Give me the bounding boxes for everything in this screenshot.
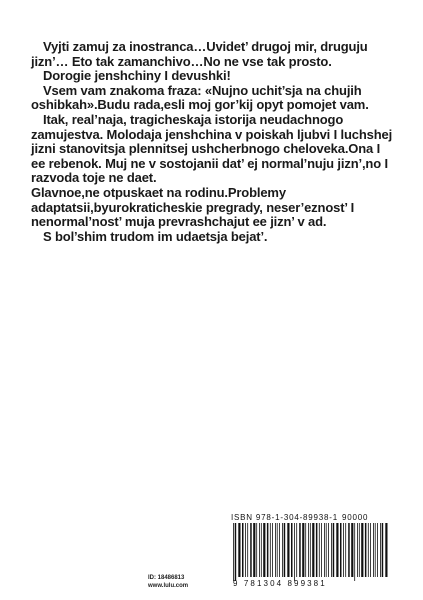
barcode-bar [319,523,320,577]
barcode-bar [282,523,283,577]
publisher-info [148,574,188,590]
price-code: 90000 [342,513,369,522]
barcode-bar [354,523,355,581]
publisher-site: www.lulu.com [148,583,189,589]
barcode-bar [256,523,257,577]
barcode-bar [294,523,295,581]
barcode-bar [277,523,278,577]
barcode-bar [357,523,358,577]
barcode-bar [373,523,374,577]
publisher-id: ID: 18486813 [148,575,185,581]
barcode-bar [261,523,262,577]
paragraph-greeting: Dorogie jenshchiny I devushki! [43,68,231,84]
barcode-bar [279,523,280,577]
barcode-bar [302,523,304,577]
barcode-bar [259,523,260,577]
barcode-bar [382,523,384,577]
barcode-bar [321,523,322,577]
barcode-bar [312,523,314,577]
barcode-bar [238,523,240,577]
barcode-bar [351,523,353,577]
back-cover-text [31,40,393,244]
barcode-bar [253,523,255,577]
barcode-bar [296,523,297,577]
barcode-bar [235,523,237,581]
barcode-bar [348,523,350,577]
barcode-bar [324,523,325,577]
barcode-bar [287,523,289,577]
barcode-bar [275,523,276,577]
paragraph-ending: S bol’shim trudom im udaetsja bejat’. [43,228,268,244]
paragraph-phrase: Vsem vam znakoma fraza: «Nujno uchit’sja na chujih oshibkah».Budu rada,esli moj gor’kij opyt pomojet vam. [31,82,369,113]
barcode-bar [263,523,265,577]
barcode-bar [359,523,360,577]
barcode-bar [267,523,269,577]
barcode-bar [368,523,369,577]
barcode-area [231,513,391,591]
barcode-bar [316,523,318,577]
barcode-bar [361,523,363,577]
paragraph-intro: Vyjti zamuj za inostranca…Uvidet’ drugoj mir, druguju jizn’… Eto tak zamanchivo…No ne vse tak prosto. [31,39,368,69]
barcode-bar [326,523,327,577]
barcode-bar [340,523,342,577]
barcode-bar [305,523,306,577]
barcode-bar [245,523,246,577]
barcode-bar [336,523,338,577]
paragraph-problems: Glavnoe,ne otpuskaet na rodinu.Problemy adaptatsii,byurokraticheskie pregrady, neser’eznost’ I nenormal’nost’ muja prevrashchajut ee jizn’ v ad. [31,184,355,230]
barcode-bar [380,523,381,577]
barcode-bar [250,523,252,577]
barcode-bar [331,523,332,577]
barcode-digits: 9 781304 899381 [233,579,327,588]
barcode-bar [242,523,244,577]
barcode-bar [365,523,367,577]
barcode-bar [375,523,376,577]
barcode-bar [291,523,293,577]
barcode-bar [333,523,335,577]
barcode-bar [345,523,346,577]
isbn-label: ISBN 978-1-304-89938-1 [231,513,338,522]
barcode-bar [299,523,301,577]
barcode-bar [343,523,344,577]
barcode-bar [247,523,248,577]
isbn-text [231,513,368,522]
paragraph-story: Itak, real’naja, tragicheskaja istorija neudachnogo zamujestva. Molodaja jenshchina v poiskah ljubvi I luchshej jizni stanovitsja plennitsej ushcherbnogo cheloveka.Ona I ee rebenok. Muj ne v sostojanii dat’ ej normal’nuju jizn’,no I razvoda toje ne daet. [31,111,393,186]
barcode-bar [233,523,234,581]
barcode-bar [310,523,311,577]
barcode-icon [231,523,391,581]
barcode-bar [308,523,309,577]
barcode-bar [270,523,271,577]
barcode-bar [377,523,378,577]
barcode-bar [385,523,387,577]
barcode-bar [328,523,329,577]
barcode-bar [370,523,371,577]
barcode-bar [284,523,286,577]
barcode-bar [272,523,273,577]
